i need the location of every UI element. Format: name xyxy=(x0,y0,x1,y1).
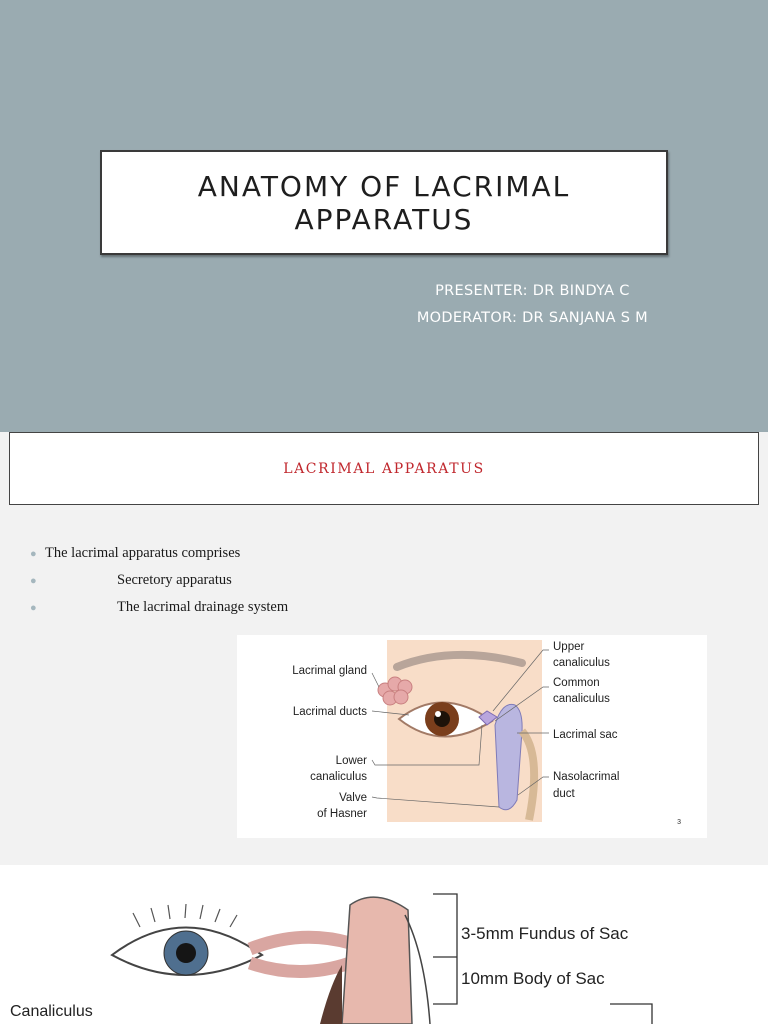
bullet-dot-icon: ● xyxy=(30,547,37,560)
slide2-title-box xyxy=(9,432,759,505)
presenter-block xyxy=(417,278,648,332)
eye-highlight xyxy=(435,711,441,717)
presenter-line: PRESENTER: DR BINDYA C xyxy=(435,283,630,299)
bullet-item xyxy=(30,594,288,621)
lower-canaliculus-tube xyxy=(250,963,350,972)
lacrimal-sac-shape xyxy=(342,897,412,1024)
label-duct: duct xyxy=(553,788,575,800)
label-of-hasner: of Hasner xyxy=(317,808,367,820)
bullet-text: Secretory apparatus xyxy=(117,572,232,588)
label-lower-canaliculus: canaliculus xyxy=(310,771,367,783)
measurement-brackets xyxy=(433,894,652,1024)
label-lacrimal-ducts: Lacrimal ducts xyxy=(292,706,367,718)
moderator-line: MODERATOR: DR SANJANA S M xyxy=(416,310,648,326)
label-lacrimal-sac: Lacrimal sac xyxy=(553,729,618,741)
title-box xyxy=(100,150,668,255)
label-lower: Lower xyxy=(335,755,367,767)
left-labels xyxy=(292,665,367,820)
label-body: 10mm Body of Sac xyxy=(461,969,605,988)
label-upper: Upper xyxy=(553,641,585,653)
slide-title: ANATOMY OF LACRIMAL APPARATUS xyxy=(197,169,571,236)
title-slide xyxy=(0,0,768,432)
lacrimal-gland-shape xyxy=(378,677,412,705)
upper-canaliculus-tube xyxy=(250,937,350,949)
label-fundus: 3-5mm Fundus of Sac xyxy=(461,924,629,943)
right-labels xyxy=(553,641,619,800)
lacrimal-apparatus-slide xyxy=(0,432,768,865)
lacrimal-anatomy-figure xyxy=(237,635,707,838)
pupil xyxy=(176,943,196,963)
bullet-text: The lacrimal drainage system xyxy=(117,599,289,615)
label-nasolacrimal: Nasolacrimal xyxy=(553,771,620,783)
label-common-canaliculus: canaliculus xyxy=(553,693,610,705)
slide2-title: LACRIMAL APPARATUS xyxy=(283,460,485,477)
bullet-item xyxy=(30,540,288,567)
label-canaliculus: Canaliculus xyxy=(10,1003,93,1020)
page-number: 3 xyxy=(677,819,681,826)
eyelashes xyxy=(133,904,237,927)
label-common: Common xyxy=(553,677,600,689)
bullet-text: The lacrimal apparatus comprises xyxy=(45,545,241,561)
label-valve: Valve xyxy=(339,792,367,804)
bullet-item xyxy=(30,567,288,594)
bullet-dot-icon: ● xyxy=(30,601,37,614)
lacrimal-anatomy-diagram xyxy=(237,635,707,838)
bullet-list xyxy=(30,540,288,621)
drainage-diagram xyxy=(0,865,768,1024)
label-lacrimal-gland: Lacrimal gland xyxy=(292,665,367,677)
drainage-slide xyxy=(0,865,768,1024)
bullet-dot-icon: ● xyxy=(30,574,37,587)
label-upper-canaliculus: canaliculus xyxy=(553,657,610,669)
